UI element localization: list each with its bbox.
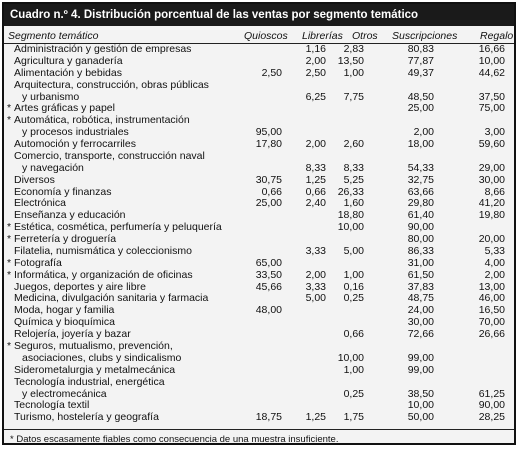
segment-label: y navegación	[22, 161, 84, 174]
table-row	[4, 341, 514, 352]
suscripciones-value: 48,75	[407, 292, 434, 305]
segment-label: y electromecánica	[22, 387, 107, 400]
otros-value: 1,00	[343, 363, 364, 376]
table-row	[4, 270, 514, 281]
regalo-value: 29,00	[478, 161, 505, 174]
table-row	[4, 103, 514, 114]
librerias-value: 1,16	[305, 43, 326, 55]
segment-label: * Informática, y organización de oficinas	[14, 270, 193, 281]
segment-label: y procesos industriales	[22, 126, 129, 139]
regalo-value: 90,00	[478, 399, 505, 412]
segment-label: Tecnología textil	[14, 399, 90, 412]
quioscos-value: 2,50	[261, 66, 282, 79]
regalo-value: 3,00	[484, 126, 505, 139]
table-row	[4, 353, 514, 364]
header-segmento: Segmento temático	[8, 30, 99, 42]
librerias-value: 3,33	[305, 280, 326, 293]
regalo-value: 2,00	[484, 268, 505, 281]
librerias-value: 1,25	[305, 173, 326, 186]
otros-value: 1,75	[343, 411, 364, 424]
suscripciones-value: 99,00	[407, 351, 434, 364]
regalo-value: 5,33	[484, 244, 505, 257]
otros-value: 18,80	[337, 209, 364, 222]
librerias-value: 2,40	[305, 197, 326, 210]
segment-label: Alimentación y bebidas	[14, 66, 122, 79]
table-row	[4, 151, 514, 162]
table-row	[4, 198, 514, 209]
suscripciones-value: 90,00	[407, 221, 434, 234]
otros-value: 7,75	[343, 90, 364, 103]
table-row	[4, 258, 514, 269]
regalo-value: 37,50	[478, 90, 505, 103]
bottom-rule	[4, 429, 514, 430]
regalo-value: 16,66	[478, 43, 505, 55]
segment-label: Enseñanza y educación	[14, 209, 126, 222]
quioscos-value: 48,00	[255, 304, 282, 317]
suscripciones-value: 18,00	[407, 138, 434, 151]
quioscos-value: 95,00	[255, 126, 282, 139]
table-title: Cuadro n.º 4. Distribución porcentual de las ventas por segmento temático	[4, 4, 514, 26]
table-row	[4, 92, 514, 103]
table-row	[4, 115, 514, 126]
table-row	[4, 305, 514, 316]
table-row	[4, 412, 514, 423]
table-row	[4, 365, 514, 376]
suscripciones-value: 31,00	[407, 256, 434, 269]
table-row	[4, 139, 514, 150]
librerias-value: 0,66	[305, 185, 326, 198]
regalo-value: 61,25	[478, 387, 505, 400]
otros-value: 8,33	[343, 161, 364, 174]
otros-value: 1,00	[343, 66, 364, 79]
otros-value: 0,25	[343, 387, 364, 400]
otros-value: 10,00	[337, 351, 364, 364]
suscripciones-value: 77,87	[407, 54, 434, 67]
table-header	[4, 27, 514, 44]
quioscos-value: 0,66	[261, 185, 282, 198]
segment-label: * Fotografía	[14, 258, 62, 269]
suscripciones-value: 32,75	[407, 173, 434, 186]
segment-label: Moda, hogar y familia	[14, 304, 115, 317]
librerias-value: 2,00	[305, 138, 326, 151]
suscripciones-value: 80,83	[407, 43, 434, 55]
regalo-value: 44,62	[478, 66, 505, 79]
quioscos-value: 33,50	[255, 268, 282, 281]
header-otros: Otros	[352, 30, 378, 42]
footnote: * Datos escasamente fiables como consecuencia de una muestra insuficiente.	[10, 434, 339, 445]
table-row	[4, 56, 514, 67]
table-row	[4, 68, 514, 79]
librerias-value: 1,25	[305, 411, 326, 424]
suscripciones-value: 72,66	[407, 328, 434, 341]
otros-value: 0,16	[343, 280, 364, 293]
segment-label: * Automática, robótica, instrumentación	[14, 115, 190, 126]
regalo-value: 16,50	[478, 304, 505, 317]
table-row	[4, 163, 514, 174]
otros-value: 13,50	[337, 54, 364, 67]
otros-value: 0,66	[343, 328, 364, 341]
segment-label: asociaciones, clubs y sindicalismo	[22, 351, 182, 364]
segment-label: Tecnología industrial, energética	[14, 375, 165, 388]
table-row	[4, 210, 514, 221]
suscripciones-value: 49,37	[407, 66, 434, 79]
header-quioscos: Quioscos	[244, 30, 288, 42]
librerias-value: 5,00	[305, 292, 326, 305]
otros-value: 26,33	[337, 185, 364, 198]
table-row	[4, 127, 514, 138]
quioscos-value: 30,75	[255, 173, 282, 186]
segment-label: Relojería, joyería y bazar	[14, 328, 131, 341]
suscripciones-value: 37,83	[407, 280, 434, 293]
regalo-value: 75,00	[478, 102, 505, 115]
suscripciones-value: 61,50	[407, 268, 434, 281]
table-row	[4, 400, 514, 411]
table-row	[4, 282, 514, 293]
segment-label: Turismo, hostelería y geografía	[14, 411, 159, 424]
suscripciones-value: 54,33	[407, 161, 434, 174]
otros-value: 0,25	[343, 292, 364, 305]
librerias-value: 2,00	[305, 54, 326, 67]
segment-label: Siderometalurgia y metalmecánica	[14, 363, 176, 376]
quioscos-value: 17,80	[255, 138, 282, 151]
suscripciones-value: 24,00	[407, 304, 434, 317]
suscripciones-value: 50,00	[407, 411, 434, 424]
regalo-value: 41,20	[478, 197, 505, 210]
segment-label: Economía y finanzas	[14, 185, 112, 198]
librerias-value: 2,50	[305, 66, 326, 79]
suscripciones-value: 80,00	[407, 233, 434, 246]
suscripciones-value: 86,33	[407, 244, 434, 257]
librerias-value: 2,00	[305, 268, 326, 281]
suscripciones-value: 30,00	[407, 316, 434, 329]
suscripciones-value: 38,50	[407, 387, 434, 400]
regalo-value: 26,66	[478, 328, 505, 341]
librerias-value: 6,25	[305, 90, 326, 103]
regalo-value: 4,00	[484, 256, 505, 269]
table-row	[4, 175, 514, 186]
segment-label: * Estética, cosmética, perfumería y peluquería	[14, 222, 222, 233]
suscripciones-value: 25,00	[407, 102, 434, 115]
segment-label: Comercio, transporte, construcción naval	[14, 149, 205, 162]
suscripciones-value: 29,80	[407, 197, 434, 210]
table-row	[4, 44, 514, 55]
regalo-value: 19,80	[478, 209, 505, 222]
header-suscripciones: Suscripciones	[392, 30, 458, 42]
quioscos-value: 18,75	[255, 411, 282, 424]
otros-value: 1,60	[343, 197, 364, 210]
segment-label: Diversos	[14, 173, 55, 186]
table-row	[4, 329, 514, 340]
table-row	[4, 317, 514, 328]
segment-label: Filatelia, numismática y coleccionismo	[14, 244, 192, 257]
regalo-value: 20,00	[478, 233, 505, 246]
regalo-value: 70,00	[478, 316, 505, 329]
regalo-value: 30,00	[478, 173, 505, 186]
regalo-value: 10,00	[478, 54, 505, 67]
otros-value: 5,00	[343, 244, 364, 257]
table-row	[4, 80, 514, 91]
table-row	[4, 187, 514, 198]
table-frame	[2, 2, 516, 445]
otros-value: 2,83	[343, 43, 364, 55]
librerias-value: 3,33	[305, 244, 326, 257]
header-librerias: Librerías	[302, 30, 343, 42]
table-row	[4, 377, 514, 388]
segment-label: y urbanismo	[22, 90, 80, 103]
suscripciones-value: 10,00	[407, 399, 434, 412]
header-regalo: Regalo	[480, 30, 514, 42]
table-row	[4, 234, 514, 245]
otros-value: 1,00	[343, 268, 364, 281]
segment-label: Automoción y ferrocarriles	[14, 138, 136, 151]
otros-value: 10,00	[337, 221, 364, 234]
table-row	[4, 389, 514, 400]
segment-label: Química y bioquímica	[14, 316, 115, 329]
segment-label: * Artes gráficas y papel	[14, 103, 115, 114]
regalo-value: 13,00	[478, 280, 505, 293]
suscripciones-value: 99,00	[407, 363, 434, 376]
segment-label: * Ferretería y droguería	[14, 234, 116, 245]
segment-label: Administración y gestión de empresas	[14, 43, 192, 55]
suscripciones-value: 63,66	[407, 185, 434, 198]
quioscos-value: 65,00	[255, 256, 282, 269]
suscripciones-value: 2,00	[413, 126, 434, 139]
regalo-value: 28,25	[478, 411, 505, 424]
table-row	[4, 293, 514, 304]
segment-label: * Seguros, mutualismo, prevención,	[14, 341, 173, 352]
segment-label: Agricultura y ganadería	[14, 54, 123, 67]
librerias-value: 8,33	[305, 161, 326, 174]
segment-label: Juegos, deportes y aire libre	[14, 280, 146, 293]
quioscos-value: 25,00	[255, 197, 282, 210]
quioscos-value: 45,66	[255, 280, 282, 293]
otros-value: 5,25	[343, 173, 364, 186]
regalo-value: 46,00	[478, 292, 505, 305]
regalo-value: 59,60	[478, 138, 505, 151]
segment-label: Medicina, divulgación sanitaria y farmacia	[14, 292, 209, 305]
regalo-value: 8,66	[484, 185, 505, 198]
segment-label: Electrónica	[14, 197, 66, 210]
table-row	[4, 222, 514, 233]
segment-label: Arquitectura, construcción, obras públicas	[14, 78, 209, 91]
suscripciones-value: 48,50	[407, 90, 434, 103]
table-row	[4, 246, 514, 257]
otros-value: 2,60	[343, 138, 364, 151]
suscripciones-value: 61,40	[407, 209, 434, 222]
